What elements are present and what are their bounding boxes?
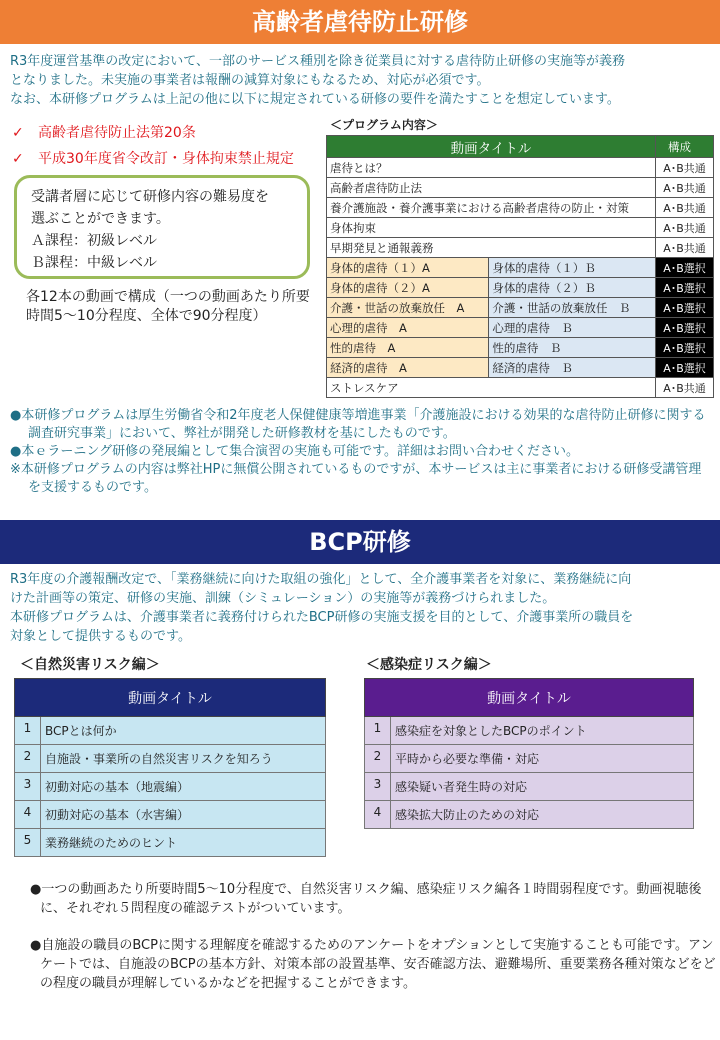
kousei-cell: A･B選択: [656, 318, 714, 338]
table-row: [327, 178, 714, 198]
video-title-cell: 初動対応の基本（水害編）: [41, 801, 326, 829]
course-b-cell: 心理的虐待 Ｂ: [489, 318, 656, 338]
video-title-cell: 業務継続のためのヒント: [41, 829, 326, 857]
kousei-cell: A･B共通: [656, 218, 714, 238]
course-desc: 選ぶことができます。: [31, 211, 170, 227]
table-row: [327, 258, 714, 278]
checkmark-icon: ✓: [12, 151, 24, 167]
course-desc: 受講者層に応じて研修内容の難易度を: [31, 189, 269, 205]
video-title-cell: 平時から必要な準備・対応: [391, 745, 694, 773]
bcp-bullet-2: [30, 936, 720, 993]
bcp-bullet-1: [30, 880, 720, 918]
table-row: [15, 829, 326, 857]
disaster-heading: ＜自然災害リスク編＞: [20, 657, 160, 673]
infection-heading: ＜感染症リスク編＞: [366, 657, 492, 673]
video-title-cell: 養介護施設・養介護事業における高齢者虐待の防止・対策: [327, 198, 656, 218]
kousei-cell: A･B選択: [656, 258, 714, 278]
video-title-cell: BCPとは何か: [41, 717, 326, 745]
intro-line: 対象として提供するものです。: [10, 629, 191, 644]
section2-intro: [10, 570, 710, 646]
row-number: 3: [15, 773, 41, 801]
table-header-row: [365, 679, 694, 717]
section1-bullets: [10, 407, 710, 497]
kousei-cell: A･B共通: [656, 378, 714, 398]
intro-line: となりました。未実施の事業者は報酬の減算対象にもなるため、対応が必須です。: [10, 73, 490, 88]
kousei-cell: A･B選択: [656, 358, 714, 378]
disaster-table: [14, 678, 326, 857]
table-row: [365, 717, 694, 745]
header-video-title: 動画タイトル: [15, 679, 326, 717]
section1-title: 高齢者虐待防止研修: [0, 0, 720, 44]
infection-table: [364, 678, 694, 829]
course-a-cell: 身体的虐待（１）A: [327, 258, 489, 278]
video-title-cell: 高齢者虐待防止法: [327, 178, 656, 198]
bullet-item: ●本研修プログラムは厚生労働省令和2年度老人保健健康等増進事業「介護施設における効果的な虐待防止研修に関する調査研究事業」において、弊社が開発した研修教材を基にしたものです。: [10, 408, 706, 441]
video-title-cell: 自施設・事業所の自然災害リスクを知ろう: [41, 745, 326, 773]
checkmark-icon: ✓: [12, 125, 24, 141]
course-b-cell: 経済的虐待 Ｂ: [489, 358, 656, 378]
kousei-cell: A･B選択: [656, 278, 714, 298]
row-number: 1: [15, 717, 41, 745]
intro-line: なお、本研修プログラムは上記の他に以下に規定されている研修の要件を満たすことを想定しています。: [10, 92, 620, 107]
table-row: [327, 358, 714, 378]
row-number: 3: [365, 773, 391, 801]
check-label: 高齢者虐待防止法第20条: [38, 125, 196, 141]
table-header-row: [15, 679, 326, 717]
video-title-cell: 初動対応の基本（地震編）: [41, 773, 326, 801]
video-title-cell: 感染疑い者発生時の対応: [391, 773, 694, 801]
table-row: [327, 218, 714, 238]
table-row: [327, 298, 714, 318]
kousei-cell: A･B共通: [656, 158, 714, 178]
course-b: Ｂ課程：中級レベル: [31, 255, 157, 271]
video-note: 各12本の動画で構成（一つの動画あたり所要時間5〜10分程度、全体で90分程度）: [26, 289, 310, 324]
table-row: [15, 773, 326, 801]
course-b-cell: 身体的虐待（１）Ｂ: [489, 258, 656, 278]
video-title-cell: 虐待とは？: [327, 158, 656, 178]
intro-line: R3年度の介護報酬改定で、「業務継続に向けた取組の強化」として、全介護事業者を対象に、業務継続に向: [10, 572, 632, 587]
row-number: 5: [15, 829, 41, 857]
section2-title: BCP研修: [0, 520, 720, 564]
course-b-cell: 性的虐待 Ｂ: [489, 338, 656, 358]
header-video-title: 動画タイトル: [327, 136, 656, 158]
kousei-cell: A･B選択: [656, 338, 714, 358]
video-title-cell: 身体拘束: [327, 218, 656, 238]
check-item: [12, 122, 196, 142]
table-row: [327, 158, 714, 178]
course-a-cell: 身体的虐待（２）A: [327, 278, 489, 298]
table-row: [327, 238, 714, 258]
intro-line: 本研修プログラムは、介護事業者に義務付けられたBCP研修の実施支援を目的として、介護事業所の職員を: [10, 610, 634, 625]
course-a-cell: 介護・世話の放棄放任 A: [327, 298, 489, 318]
video-title-cell: 感染症を対象としたBCPのポイント: [391, 717, 694, 745]
table-row: [327, 198, 714, 218]
table-row: [15, 717, 326, 745]
section1-intro: [10, 52, 710, 109]
table-row: [327, 378, 714, 398]
bullet-item: ●本ｅラーニング研修の発展編として集合演習の実施も可能です。詳細はお問い合わせください。: [10, 444, 580, 459]
table-row: [327, 278, 714, 298]
course-a: Ａ課程：初級レベル: [31, 233, 157, 249]
header-kousei: 構成: [656, 136, 714, 158]
table-row: [365, 745, 694, 773]
row-number: 4: [365, 801, 391, 829]
table-header-row: [327, 136, 714, 158]
video-title-cell: ストレスケア: [327, 378, 656, 398]
kousei-cell: A･B共通: [656, 198, 714, 218]
row-number: 2: [365, 745, 391, 773]
intro-line: けた計画等の策定、研修の実施、訓練（シミュレーション）の実施等が義務づけられました。: [10, 591, 556, 606]
program-table: [326, 135, 714, 398]
row-number: 1: [365, 717, 391, 745]
course-b-cell: 介護・世話の放棄放任 Ｂ: [489, 298, 656, 318]
row-number: 4: [15, 801, 41, 829]
row-number: 2: [15, 745, 41, 773]
bullet-item: ※本研修プログラムの内容は弊社HPに無償公開されているものですが、本サービスは主に事業者における研修受講管理を支援するものです。: [10, 462, 702, 495]
kousei-cell: A･B選択: [656, 298, 714, 318]
intro-line: R3年度運営基準の改定において、一部のサービス種別を除き従業員に対する虐待防止研修の実施等が義務: [10, 54, 626, 69]
table-row: [15, 801, 326, 829]
kousei-cell: A･B共通: [656, 238, 714, 258]
table-row: [365, 773, 694, 801]
course-b-cell: 身体的虐待（２）Ｂ: [489, 278, 656, 298]
bullet-item: ●一つの動画あたり所要時間5〜10分程度で、自然災害リスク編、感染症リスク編各１時間弱程度です。動画視聴後に、それぞれ５問程度の確認テストがついています。: [30, 882, 702, 916]
video-title-cell: 感染拡大防止のための対応: [391, 801, 694, 829]
check-item: [12, 148, 294, 168]
course-box: [14, 175, 310, 279]
check-label: 平成30年度省令改訂・身体拘束禁止規定: [38, 151, 294, 167]
course-a-cell: 経済的虐待 A: [327, 358, 489, 378]
table-row: [15, 745, 326, 773]
header-video-title: 動画タイトル: [365, 679, 694, 717]
course-a-cell: 心理的虐待 A: [327, 318, 489, 338]
kousei-cell: A･B共通: [656, 178, 714, 198]
course-a-cell: 性的虐待 A: [327, 338, 489, 358]
table-row: [327, 338, 714, 358]
video-title-cell: 早期発見と通報義務: [327, 238, 656, 258]
table-row: [327, 318, 714, 338]
table-row: [365, 801, 694, 829]
bullet-item: ●自施設の職員のBCPに関する理解度を確認するためのアンケートをオプションとして実施することも可能です。アンケートでは、自施設のBCPの基本方針、対策本部の設置基準、安否確認方法、避難場所、重要業務各種対策などをどの程度の職員が理解しているかなどを把握することができます。: [30, 938, 716, 991]
program-heading: ＜プログラム内容＞: [330, 118, 438, 132]
